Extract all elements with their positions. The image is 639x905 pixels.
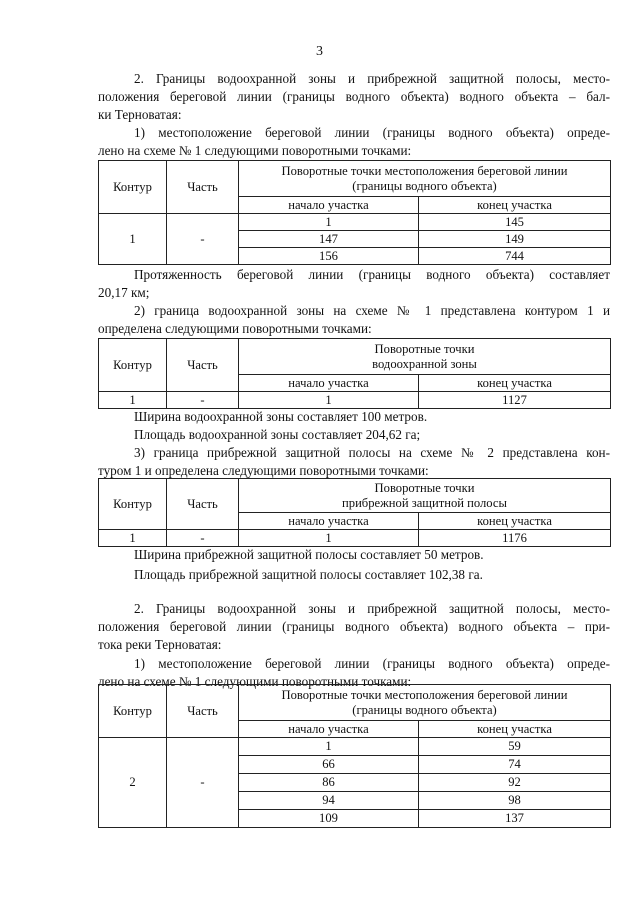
pzp-area-text: Площадь прибрежной защитной полосы составляет 102,38 га. — [134, 567, 483, 582]
header-points-line1: Поворотные точки местоположения береговой линии — [281, 687, 568, 702]
section1-heading-line2: положения береговой линии (границы водного объекта) водного объекта – бал- — [98, 89, 610, 104]
cell-end: 92 — [419, 774, 611, 792]
cell-start: 1 — [239, 214, 419, 231]
cell-contour: 1 — [99, 392, 167, 409]
cell-start: 86 — [239, 774, 419, 792]
section1-item3-line1: 3) граница прибрежной защитной полосы на схеме № 2 представлена кон- — [134, 445, 610, 460]
section2-heading-line1: 2. Границы водоохранной зоны и прибрежной защитной полосы, место- — [134, 601, 610, 616]
cell-end: 137 — [419, 810, 611, 828]
section1-heading-line1: 2. Границы водоохранной зоны и прибрежной защитной полосы, место- — [134, 71, 610, 86]
header-start: начало участка — [239, 721, 419, 738]
cell-start: 94 — [239, 792, 419, 810]
header-part: Часть — [167, 161, 239, 214]
section2-heading-line2: положения береговой линии (границы водного объекта) водного объекта – при- — [98, 619, 610, 634]
cell-end: 744 — [419, 248, 611, 265]
cell-part: - — [167, 214, 239, 265]
header-end: конец участка — [419, 197, 611, 214]
wpz-width-text: Ширина водоохранной зоны составляет 100 метров. — [134, 409, 428, 424]
section1-heading-line3: ки Терноватая: — [98, 107, 182, 122]
header-points — [239, 685, 611, 721]
header-start: начало участка — [239, 197, 419, 214]
cell-start: 109 — [239, 810, 419, 828]
header-points-line2: (границы водного объекта) — [352, 702, 497, 717]
cell-start: 66 — [239, 756, 419, 774]
header-contour: Контур — [99, 339, 167, 392]
cell-contour: 1 — [99, 214, 167, 265]
header-points-line1: Поворотные точки местоположения береговой линии — [281, 163, 568, 178]
header-start: начало участка — [239, 513, 419, 530]
cell-end: 149 — [419, 231, 611, 248]
table-row — [99, 530, 611, 547]
cell-end: 1176 — [419, 530, 611, 547]
cell-start: 1 — [239, 392, 419, 409]
table-row — [99, 214, 611, 231]
header-part: Часть — [167, 685, 239, 738]
header-part: Часть — [167, 339, 239, 392]
cell-part: - — [167, 530, 239, 547]
shoreline-table-2 — [98, 684, 611, 828]
header-points-line1: Поворотные точки — [374, 341, 475, 356]
pzp-width-text: Ширина прибрежной защитной полосы составляет 50 метров. — [134, 547, 484, 562]
cell-part: - — [167, 738, 239, 828]
cell-end: 145 — [419, 214, 611, 231]
header-points-line2: (границы водного объекта) — [352, 178, 497, 193]
coastal-protection-strip-table — [98, 478, 611, 547]
cell-start: 1 — [239, 530, 419, 547]
header-points-line1: Поворотные точки — [374, 480, 475, 495]
cell-start: 1 — [239, 738, 419, 756]
cell-part: - — [167, 392, 239, 409]
header-contour: Контур — [99, 685, 167, 738]
table-row — [99, 738, 611, 756]
cell-contour: 1 — [99, 530, 167, 547]
header-start: начало участка — [239, 375, 419, 392]
water-protection-zone-table — [98, 338, 611, 409]
header-contour: Контур — [99, 479, 167, 530]
cell-start: 156 — [239, 248, 419, 265]
header-points-line2: водоохранной зоны — [372, 356, 477, 371]
section2-heading-line3: тока реки Терноватая: — [98, 637, 222, 652]
page-number: 3 — [316, 44, 323, 59]
header-points — [239, 479, 611, 513]
shoreline-length-line1: Протяженность береговой линии (границы водного объекта) составляет — [134, 267, 610, 282]
section1-item1-line2: лено на схеме № 1 следующими поворотными точками: — [98, 143, 412, 158]
header-points — [239, 161, 611, 197]
section2-item1-line1: 1) местоположение береговой линии (границы водного объекта) опреде- — [134, 656, 610, 671]
cell-start: 147 — [239, 231, 419, 248]
header-end: конец участка — [419, 721, 611, 738]
section1-item2-line2: определена следующими поворотными точками: — [98, 321, 372, 336]
wpz-area-text: Площадь водоохранной зоны составляет 204,62 га; — [134, 427, 421, 442]
cell-contour: 2 — [99, 738, 167, 828]
header-points — [239, 339, 611, 375]
header-contour: Контур — [99, 161, 167, 214]
section1-item2-line1: 2) граница водоохранной зоны на схеме № 1 представлена контуром 1 и — [134, 303, 610, 318]
section1-item1-line1: 1) местоположение береговой линии (границы водного объекта) опреде- — [134, 125, 610, 140]
cell-end: 74 — [419, 756, 611, 774]
header-points-line2: прибрежной защитной полосы — [342, 495, 507, 510]
shoreline-length-line2: 20,17 км; — [98, 285, 150, 300]
table-row — [99, 392, 611, 409]
section1-item3-line2: туром 1 и определена следующими поворотными точками: — [98, 463, 429, 478]
header-end: конец участка — [419, 513, 611, 530]
header-end: конец участка — [419, 375, 611, 392]
cell-end: 59 — [419, 738, 611, 756]
header-part: Часть — [167, 479, 239, 530]
cell-end: 98 — [419, 792, 611, 810]
cell-end: 1127 — [419, 392, 611, 409]
shoreline-table-1 — [98, 160, 611, 265]
section2-item1-line2: лено на схеме № 1 следующими поворотными точками: — [98, 674, 412, 689]
